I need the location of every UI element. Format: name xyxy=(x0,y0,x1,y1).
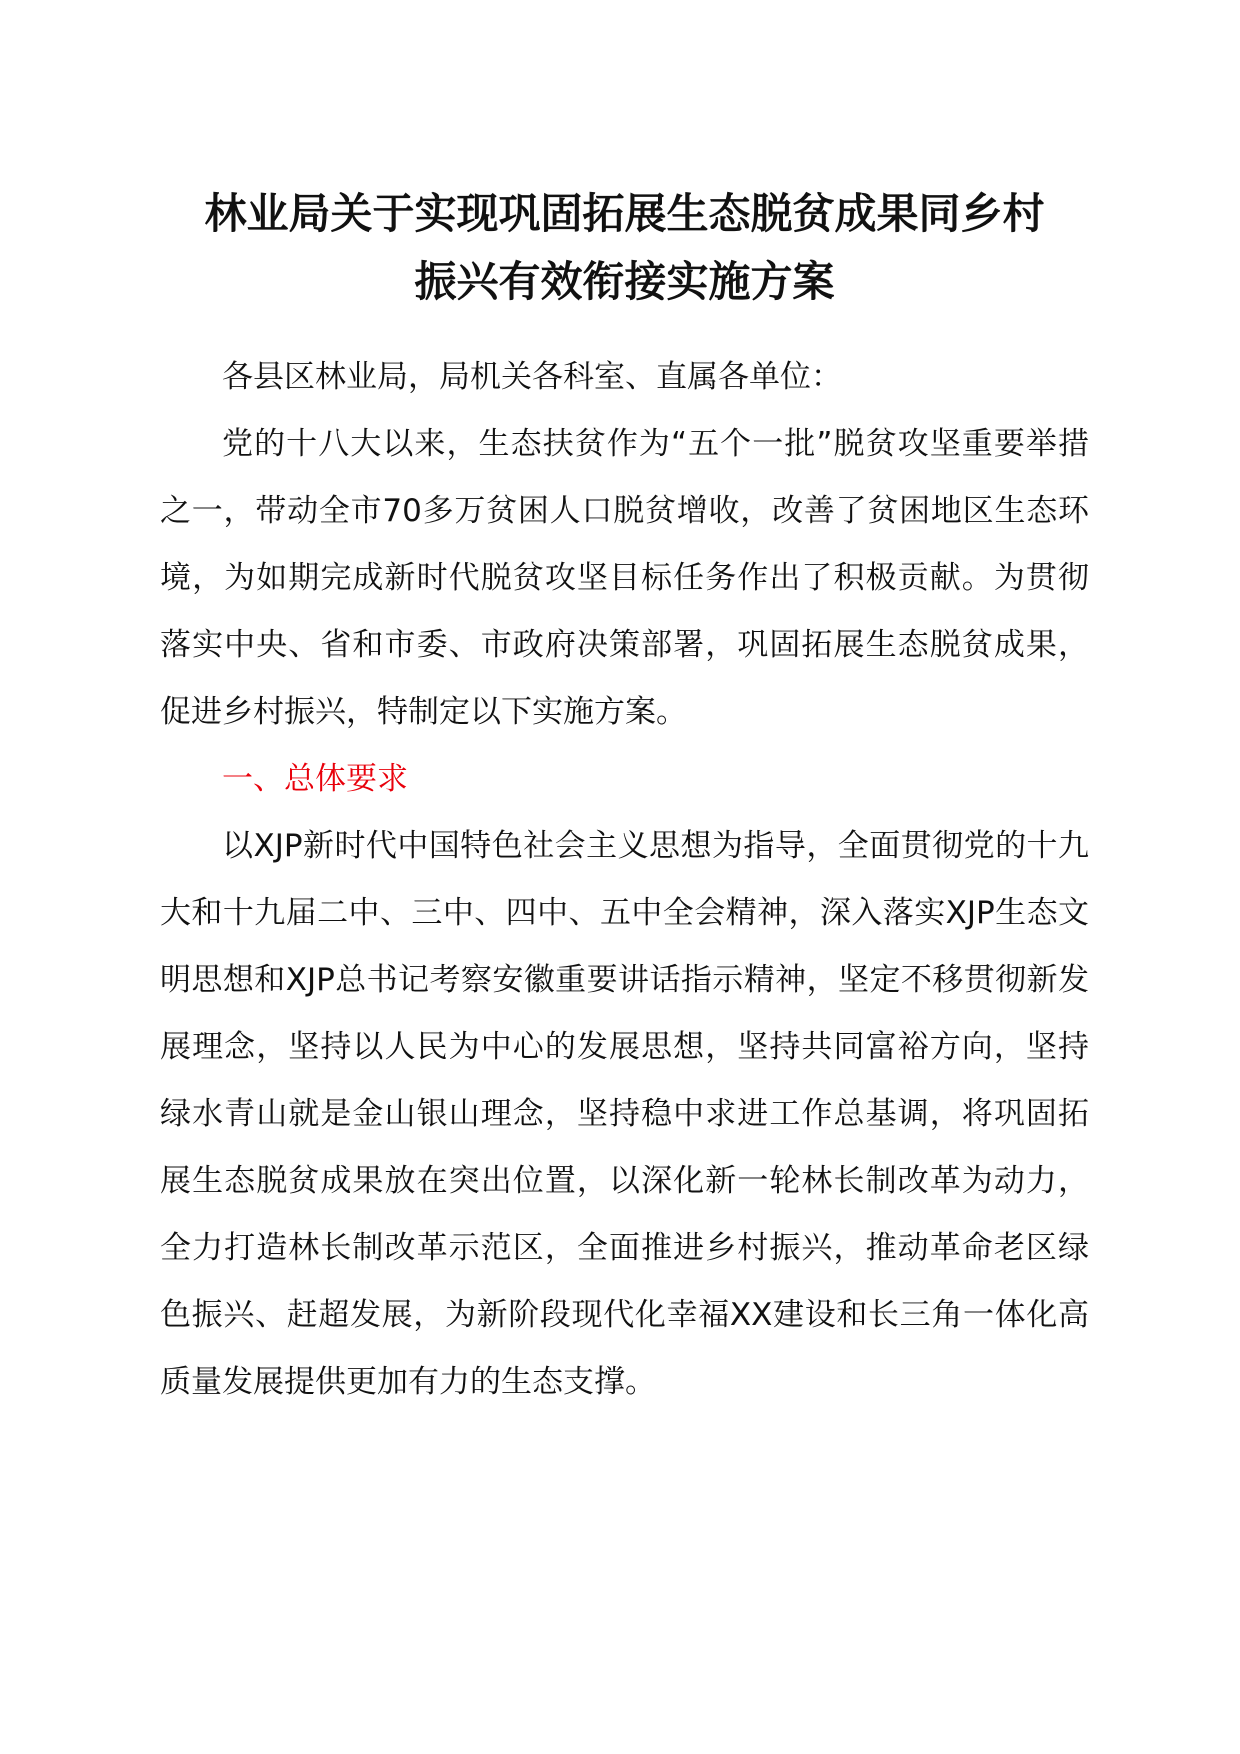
document-title xyxy=(160,180,1089,316)
title-line-2: 振兴有效衔接实施方案 xyxy=(414,257,835,306)
section-heading-overall-requirements: 一、总体要求 xyxy=(222,761,408,797)
paragraph-overall-requirements: 以XJP新时代中国特色社会主义思想为指导，全面贯彻党的十九大和十九届二中、三中、四中、五中全会精神，深入落实XJP生态文明思想和XJP总书记考察安徽重要讲话指示精神，坚定不移贯彻新发展理念，坚持以人民为中心的发展思想，坚持共同富裕方向，坚持绿水青山就是金山银山理念，坚持稳中求进工作总基调，将巩固拓展生态脱贫成果放在突出位置，以深化新一轮林长制改革为动力，全力打造林长制改革示范区，全面推进乡村振兴，推动革命老区绿色振兴、赶超发展，为新阶段现代化幸福XX建设和长三角一体化高质量发展提供更加有力的生态支撑。 xyxy=(160,828,1089,1400)
salutation: 各县区林业局，局机关各科室、直属各单位： xyxy=(222,359,842,395)
title-line-1: 林业局关于实现巩固拓展生态脱贫成果同乡村 xyxy=(204,189,1045,238)
document-body xyxy=(160,344,1089,1416)
paragraph-intro: 党的十八大以来，生态扶贫作为“五个一批”脱贫攻坚重要举措之一，带动全市70多万贫困人口脱贫增收，改善了贫困地区生态环境，为如期完成新时代脱贫攻坚目标任务作出了积极贡献。为贯彻落实中央、省和市委、市政府决策部署，巩固拓展生态脱贫成果，促进乡村振兴，特制定以下实施方案。 xyxy=(160,426,1089,730)
